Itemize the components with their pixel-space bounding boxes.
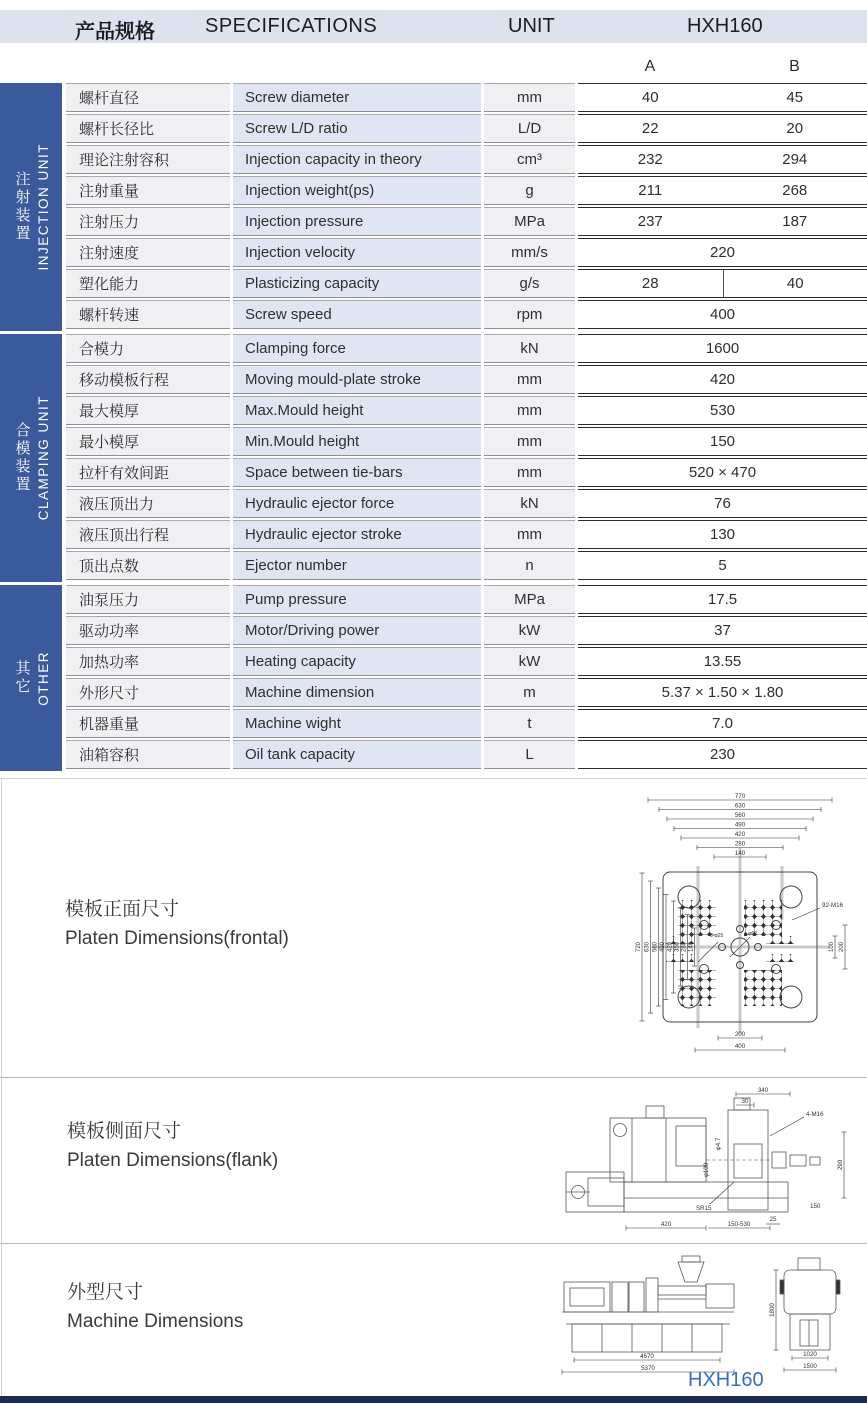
value-a: 237 [637, 213, 663, 230]
spec-value [578, 238, 867, 267]
header-title-cn: 产品规格 [75, 21, 155, 43]
dim-label: 340 [757, 1087, 769, 1094]
dim-label: SR15 [696, 1205, 712, 1212]
spec-name-en: Space between tie-bars [233, 458, 481, 487]
flank-label-en: Platen Dimensions(flank) [67, 1150, 279, 1171]
value-b: 40 [723, 270, 867, 297]
section-clamping [0, 334, 867, 582]
spec-unit: kN [484, 334, 575, 363]
spec-unit: kW [484, 616, 575, 645]
dim-label: 420 [667, 941, 674, 953]
spec-name-en: Max.Mould height [233, 396, 481, 425]
spec-row [66, 458, 867, 487]
value-span: 220 [709, 244, 736, 261]
spec-value [578, 396, 867, 425]
spec-name-cn: 移动模板行程 [66, 365, 230, 394]
flank-section-label [67, 1117, 278, 1175]
value-span: 5 [718, 557, 727, 574]
dim-label: 560 [734, 812, 746, 819]
spec-value [578, 207, 867, 236]
value-span: 150 [709, 433, 736, 450]
dim-label: 140 [688, 941, 695, 953]
dim-label: φ4.7 [715, 1137, 722, 1151]
spec-row [66, 114, 867, 143]
section-label-en: INJECTION UNIT [35, 143, 51, 271]
bolt-note: 4-M16 [806, 1111, 824, 1118]
spec-name-cn: 顶出点数 [66, 551, 230, 580]
flank-platen-drawing [558, 1086, 863, 1242]
spec-name-cn: 注射压力 [66, 207, 230, 236]
spec-unit: t [484, 709, 575, 738]
spec-value [578, 458, 867, 487]
value-b: 268 [782, 182, 808, 199]
section-divider [0, 1243, 867, 1244]
dim-label: 350 [674, 941, 681, 953]
spec-value [578, 365, 867, 394]
dim-label: 630 [644, 941, 651, 953]
dim-label: 150 [810, 1203, 821, 1210]
spec-name-cn: 注射重量 [66, 176, 230, 205]
section-label-cn: 注射装置 [13, 171, 31, 243]
section-label-cn: 其它 [13, 660, 31, 696]
spec-row [66, 365, 867, 394]
dim-label: 420 [660, 1221, 672, 1228]
spec-table [0, 83, 867, 774]
value-a: 211 [638, 182, 663, 199]
dim-label: 490 [734, 821, 746, 829]
spec-row [66, 396, 867, 425]
spec-name-en: Injection pressure [233, 207, 481, 236]
value-a: 232 [637, 151, 663, 168]
spec-name-cn: 螺杆长径比 [66, 114, 230, 143]
spec-value [578, 585, 867, 614]
header-model: HXH160 [687, 15, 763, 37]
column-b-header: B [789, 58, 800, 75]
dim-label: 200 [734, 1031, 746, 1038]
spec-row [66, 300, 867, 329]
value-span: 13.55 [703, 653, 742, 670]
spec-name-cn: 塑化能力 [66, 269, 230, 298]
spec-name-en: Injection capacity in theory [233, 145, 481, 174]
spec-name-cn: 液压顶出力 [66, 489, 230, 518]
dim-label: 1020 [803, 1351, 817, 1358]
spec-unit: mm/s [484, 238, 575, 267]
dim-label: 1800 [769, 1303, 776, 1317]
flank-label-cn: 模板侧面尺寸 [67, 1121, 182, 1142]
spec-name-en: Pump pressure [233, 585, 481, 614]
spec-name-en: Min.Mould height [233, 427, 481, 456]
spec-unit: L/D [484, 114, 575, 143]
center-note: φ60 [748, 931, 757, 937]
header-unit-label: UNIT [508, 15, 555, 37]
spec-unit: g/s [484, 269, 575, 298]
dim-label: 280 [681, 941, 688, 953]
spec-row [66, 647, 867, 676]
spec-name-en: Hydraulic ejector stroke [233, 520, 481, 549]
spec-row [66, 520, 867, 549]
value-span: 7.0 [712, 715, 733, 732]
spec-value [578, 616, 867, 645]
section-rows [66, 83, 867, 331]
spec-row [66, 678, 867, 707]
spec-name-cn: 注射速度 [66, 238, 230, 267]
spec-value [578, 678, 867, 707]
spec-name-en: Plasticizing capacity [233, 269, 481, 298]
spec-name-en: Clamping force [233, 334, 481, 363]
value-span: 17.5 [707, 591, 738, 608]
spec-row [66, 489, 867, 518]
section-divider [0, 778, 867, 779]
spec-value [578, 740, 867, 769]
dim-label: 400 [734, 1043, 746, 1050]
column-a-header: A [644, 58, 656, 75]
dim-label: φ100 [703, 1162, 710, 1178]
spec-name-cn: 最小模厚 [66, 427, 230, 456]
spec-value [578, 269, 867, 298]
spec-value [578, 145, 867, 174]
spec-row [66, 616, 867, 645]
spec-unit: kN [484, 489, 575, 518]
spec-name-cn: 合模力 [66, 334, 230, 363]
section-sidebar [0, 334, 62, 582]
section-injection [0, 83, 867, 331]
spec-name-cn: 驱动功率 [66, 616, 230, 645]
value-span: 420 [709, 371, 736, 388]
spec-name-cn: 最大模厚 [66, 396, 230, 425]
value-span: 5.37 × 1.50 × 1.80 [661, 684, 784, 701]
spec-row [66, 585, 867, 614]
dim-label: 490 [660, 941, 666, 953]
dim-label: 290 [837, 1159, 844, 1171]
left-border-line [1, 779, 2, 1396]
dim-label: 150-530 [727, 1221, 751, 1228]
dim-label: 5370 [641, 1365, 655, 1372]
spec-row [66, 83, 867, 112]
spec-name-en: Screw speed [233, 300, 481, 329]
spec-value [578, 334, 867, 363]
machine-section-label [67, 1278, 243, 1336]
dim-label: 140 [734, 850, 746, 857]
spec-name-cn: 螺杆直径 [66, 83, 230, 112]
spec-row [66, 427, 867, 456]
dim-label: 25 [769, 1216, 777, 1223]
header-bar [0, 10, 867, 43]
section-rows [66, 585, 867, 771]
section-divider [0, 1077, 867, 1078]
value-span: 400 [709, 306, 736, 323]
dim-label: 560 [652, 941, 659, 953]
spec-row [66, 551, 867, 580]
section-label-en: OTHER [35, 650, 51, 706]
spec-row [66, 709, 867, 738]
spec-unit: mm [484, 458, 575, 487]
dim-label: 280 [734, 840, 746, 848]
spec-row [66, 176, 867, 205]
spec-unit: cm³ [484, 145, 575, 174]
value-b: 20 [786, 120, 804, 137]
section-other [0, 585, 867, 771]
spec-row [66, 334, 867, 363]
spec-name-cn: 拉杆有效间距 [66, 458, 230, 487]
section-label-cn: 合模装置 [13, 422, 31, 494]
section-rows [66, 334, 867, 582]
spec-unit: g [484, 176, 575, 205]
spec-value [578, 520, 867, 549]
dim-label: 30 [741, 1098, 749, 1105]
value-a: 22 [641, 120, 659, 137]
spec-name-cn: 油箱容积 [66, 740, 230, 769]
spec-name-cn: 液压顶出行程 [66, 520, 230, 549]
spec-unit: mm [484, 365, 575, 394]
spec-name-en: Oil tank capacity [233, 740, 481, 769]
spec-name-en: Screw L/D ratio [233, 114, 481, 143]
spec-value [578, 709, 867, 738]
spec-unit: mm [484, 396, 575, 425]
spec-value [578, 114, 867, 143]
spec-name-cn: 理论注射容积 [66, 145, 230, 174]
spec-value [578, 176, 867, 205]
frontal-section-label [65, 895, 289, 953]
dim-label: 1500 [803, 1363, 817, 1370]
spec-unit: rpm [484, 300, 575, 329]
spec-value [578, 551, 867, 580]
dim-label: 100 [829, 941, 835, 953]
spec-name-en: Injection velocity [233, 238, 481, 267]
spec-name-cn: 加热功率 [66, 647, 230, 676]
spec-name-en: Moving mould-plate stroke [233, 365, 481, 394]
spec-value [578, 83, 867, 112]
machine-label-en: Machine Dimensions [67, 1311, 244, 1332]
frontal-label-en: Platen Dimensions(frontal) [65, 928, 289, 949]
spec-name-cn: 外形尺寸 [66, 678, 230, 707]
value-span: 76 [714, 495, 731, 512]
value-b: 45 [786, 89, 804, 106]
value-a: 28 [641, 275, 659, 292]
value-span: 1600 [705, 340, 740, 357]
section-label-en: CLAMPING UNIT [35, 395, 51, 521]
spec-row [66, 238, 867, 267]
spec-name-cn: 机器重量 [66, 709, 230, 738]
spec-name-en: Machine wight [233, 709, 481, 738]
spec-unit: kW [484, 647, 575, 676]
spec-unit: mm [484, 427, 575, 456]
spec-row [66, 145, 867, 174]
spec-unit: MPa [484, 207, 575, 236]
frontal-platen-drawing [552, 786, 864, 1076]
section-sidebar [0, 83, 62, 331]
section-sidebar [0, 585, 62, 771]
value-span: 530 [709, 402, 736, 419]
value-a: 40 [641, 89, 659, 106]
spec-name-en: Motor/Driving power [233, 616, 481, 645]
spec-value [578, 427, 867, 456]
spec-value [578, 647, 867, 676]
value-span: 37 [714, 622, 731, 639]
spec-row [66, 269, 867, 298]
hole-note: 8-φ25 [710, 933, 724, 939]
spec-unit: L [484, 740, 575, 769]
spec-unit: mm [484, 520, 575, 549]
spec-unit: mm [484, 83, 575, 112]
value-span: 130 [709, 526, 736, 543]
dim-label: 200 [839, 941, 845, 953]
header-title-en: SPECIFICATIONS [205, 15, 378, 37]
spec-value [578, 489, 867, 518]
spec-name-cn: 油泵压力 [66, 585, 230, 614]
dim-label: 4670 [640, 1353, 654, 1360]
spec-name-en: Injection weight(ps) [233, 176, 481, 205]
spec-row [66, 207, 867, 236]
spec-name-cn: 螺杆转速 [66, 300, 230, 329]
spec-name-en: Ejector number [233, 551, 481, 580]
spec-row [66, 740, 867, 769]
dim-label: 720 [636, 941, 642, 953]
spec-name-en: Screw diameter [233, 83, 481, 112]
machine-outline-drawing [550, 1254, 865, 1376]
bolt-note: 92-M16 [822, 902, 843, 909]
spec-value [578, 300, 867, 329]
machine-label-cn: 外型尺寸 [67, 1282, 144, 1303]
model-caption: HXH160 [688, 1369, 764, 1391]
spec-unit: m [484, 678, 575, 707]
spec-unit: n [484, 551, 575, 580]
value-span: 230 [709, 746, 736, 763]
bottom-bar [0, 1396, 867, 1403]
spec-unit: MPa [484, 585, 575, 614]
dim-label: 770 [734, 793, 746, 800]
value-b: 294 [782, 151, 808, 168]
dim-label: 420 [734, 831, 746, 838]
spec-name-en: Heating capacity [233, 647, 481, 676]
spec-name-en: Machine dimension [233, 678, 481, 707]
value-span: 520 × 470 [688, 464, 757, 481]
value-b: 187 [782, 213, 808, 230]
dim-label: 630 [734, 802, 746, 810]
frontal-label-cn: 模板正面尺寸 [65, 899, 180, 920]
spec-name-en: Hydraulic ejector force [233, 489, 481, 518]
